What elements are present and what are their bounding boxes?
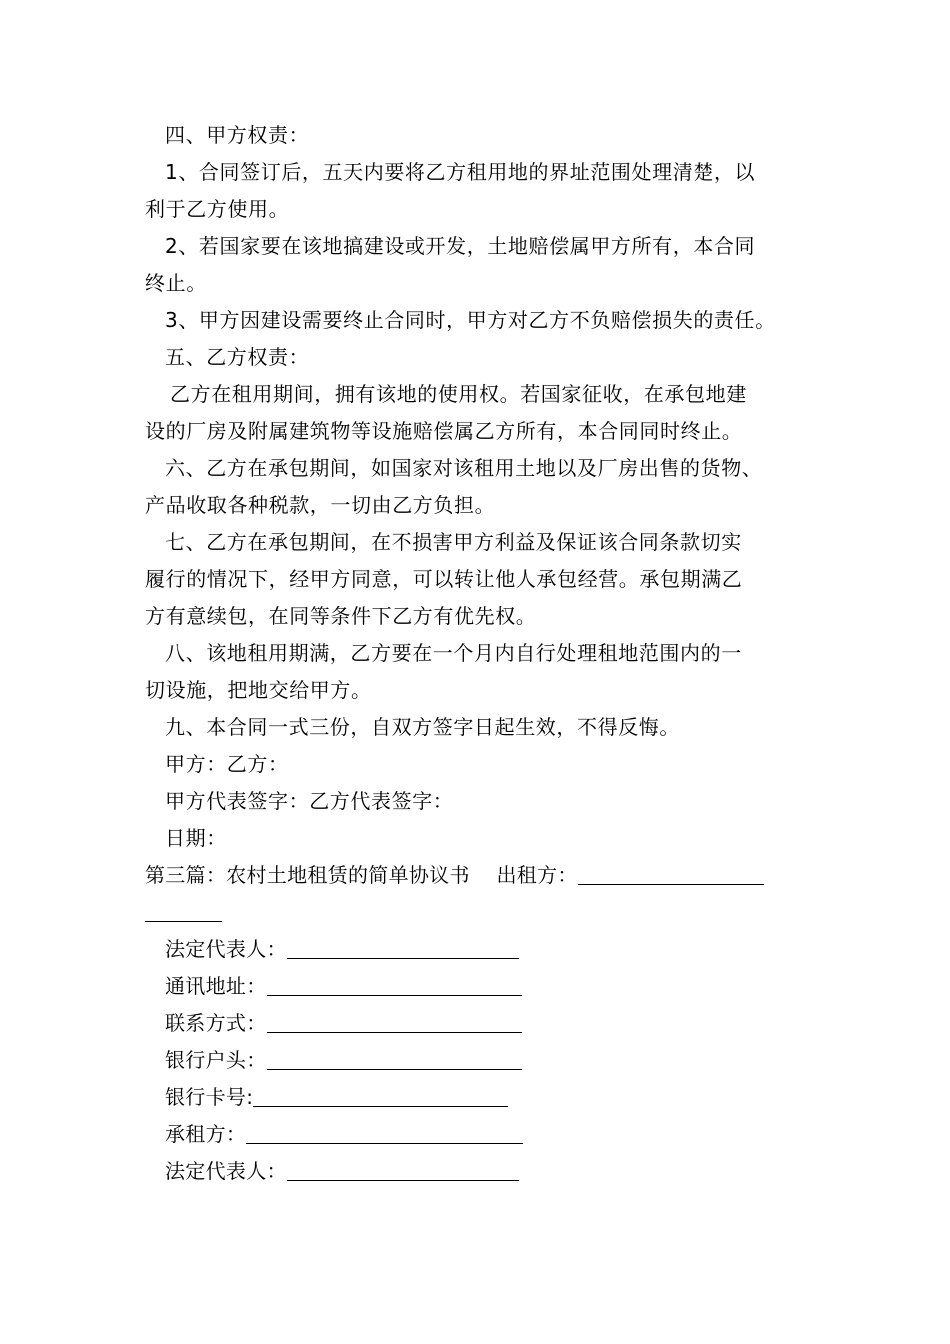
field-blank[interactable] (246, 1123, 523, 1144)
field-row (165, 1011, 522, 1035)
field-row (165, 1085, 508, 1109)
field-label: 通讯地址： (165, 974, 267, 998)
field-label: 法定代表人： (165, 937, 287, 961)
field-label: 银行户头： (165, 1048, 267, 1072)
field-label: 银行卡号: (165, 1085, 254, 1109)
paragraph-line: 设的厂房及附属建筑物等设施赔偿属乙方所有，本合同同时终止。 (145, 419, 743, 443)
paragraph-line: 3、甲方因建设需要终止合同时，甲方对乙方不负赔偿损失的责任。 (165, 308, 776, 332)
signature-parties-line: 甲方：乙方： (165, 752, 289, 776)
field-label: 法定代表人： (165, 1159, 287, 1183)
field-row (165, 1159, 519, 1183)
section3-title: 第三篇：农村土地租赁的简单协议书 (145, 863, 470, 887)
lessor-label: 出租方： (496, 863, 578, 887)
paragraph-line: 方有意续包，在同等条件下乙方有优先权。 (145, 604, 537, 628)
lessor-blank-continued (145, 900, 222, 924)
paragraph-line: 产品收取各种税款，一切由乙方负担。 (145, 493, 496, 517)
paragraph-line: 八、该地租用期满，乙方要在一个月内自行处理租地范围内的一 (165, 641, 742, 665)
field-row (165, 937, 519, 961)
field-blank[interactable] (267, 1049, 522, 1070)
paragraph-line: 利于乙方使用。 (145, 197, 290, 221)
paragraph-line: 切设施，把地交给甲方。 (145, 678, 372, 702)
field-blank[interactable] (253, 1086, 508, 1107)
lessor-blank[interactable] (578, 864, 764, 885)
field-blank[interactable] (287, 1160, 519, 1181)
lessor-blank-tail[interactable] (145, 901, 222, 922)
field-row (165, 1048, 522, 1072)
field-blank[interactable] (267, 1012, 522, 1033)
field-row (165, 1122, 523, 1146)
section3-title-row (145, 863, 764, 887)
paragraph-line: 乙方在租用期间，拥有该地的使用权。若国家征收，在承包地建 (170, 382, 747, 406)
paragraph-line: 2、若国家要在该地搞建设或开发，土地赔偿属甲方所有，本合同 (165, 234, 756, 258)
signature-representatives-line: 甲方代表签字：乙方代表签字： (165, 789, 454, 813)
field-label: 承租方： (165, 1122, 247, 1146)
paragraph-line: 六、乙方在承包期间，如国家对该租用土地以及厂房出售的货物、 (165, 456, 763, 480)
heading-party-b-duties: 五、乙方权责： (165, 345, 310, 369)
field-row (165, 974, 522, 998)
paragraph-line: 终止。 (145, 271, 207, 295)
field-blank[interactable] (287, 938, 519, 959)
paragraph-line: 七、乙方在承包期间，在不损害甲方利益及保证该合同条款切实 (165, 530, 742, 554)
date-line: 日期： (165, 826, 227, 850)
field-label: 联系方式： (165, 1011, 267, 1035)
field-blank[interactable] (267, 975, 522, 996)
paragraph-line: 九、本合同一式三份，自双方签字日起生效，不得反悔。 (165, 715, 680, 739)
paragraph-line: 履行的情况下，经甲方同意，可以转让他人承包经营。承包期满乙 (145, 567, 743, 591)
heading-party-a-duties: 四、甲方权责： (165, 123, 310, 147)
paragraph-line: 1、合同签订后，五天内要将乙方租用地的界址范围处理清楚，以 (165, 160, 756, 184)
